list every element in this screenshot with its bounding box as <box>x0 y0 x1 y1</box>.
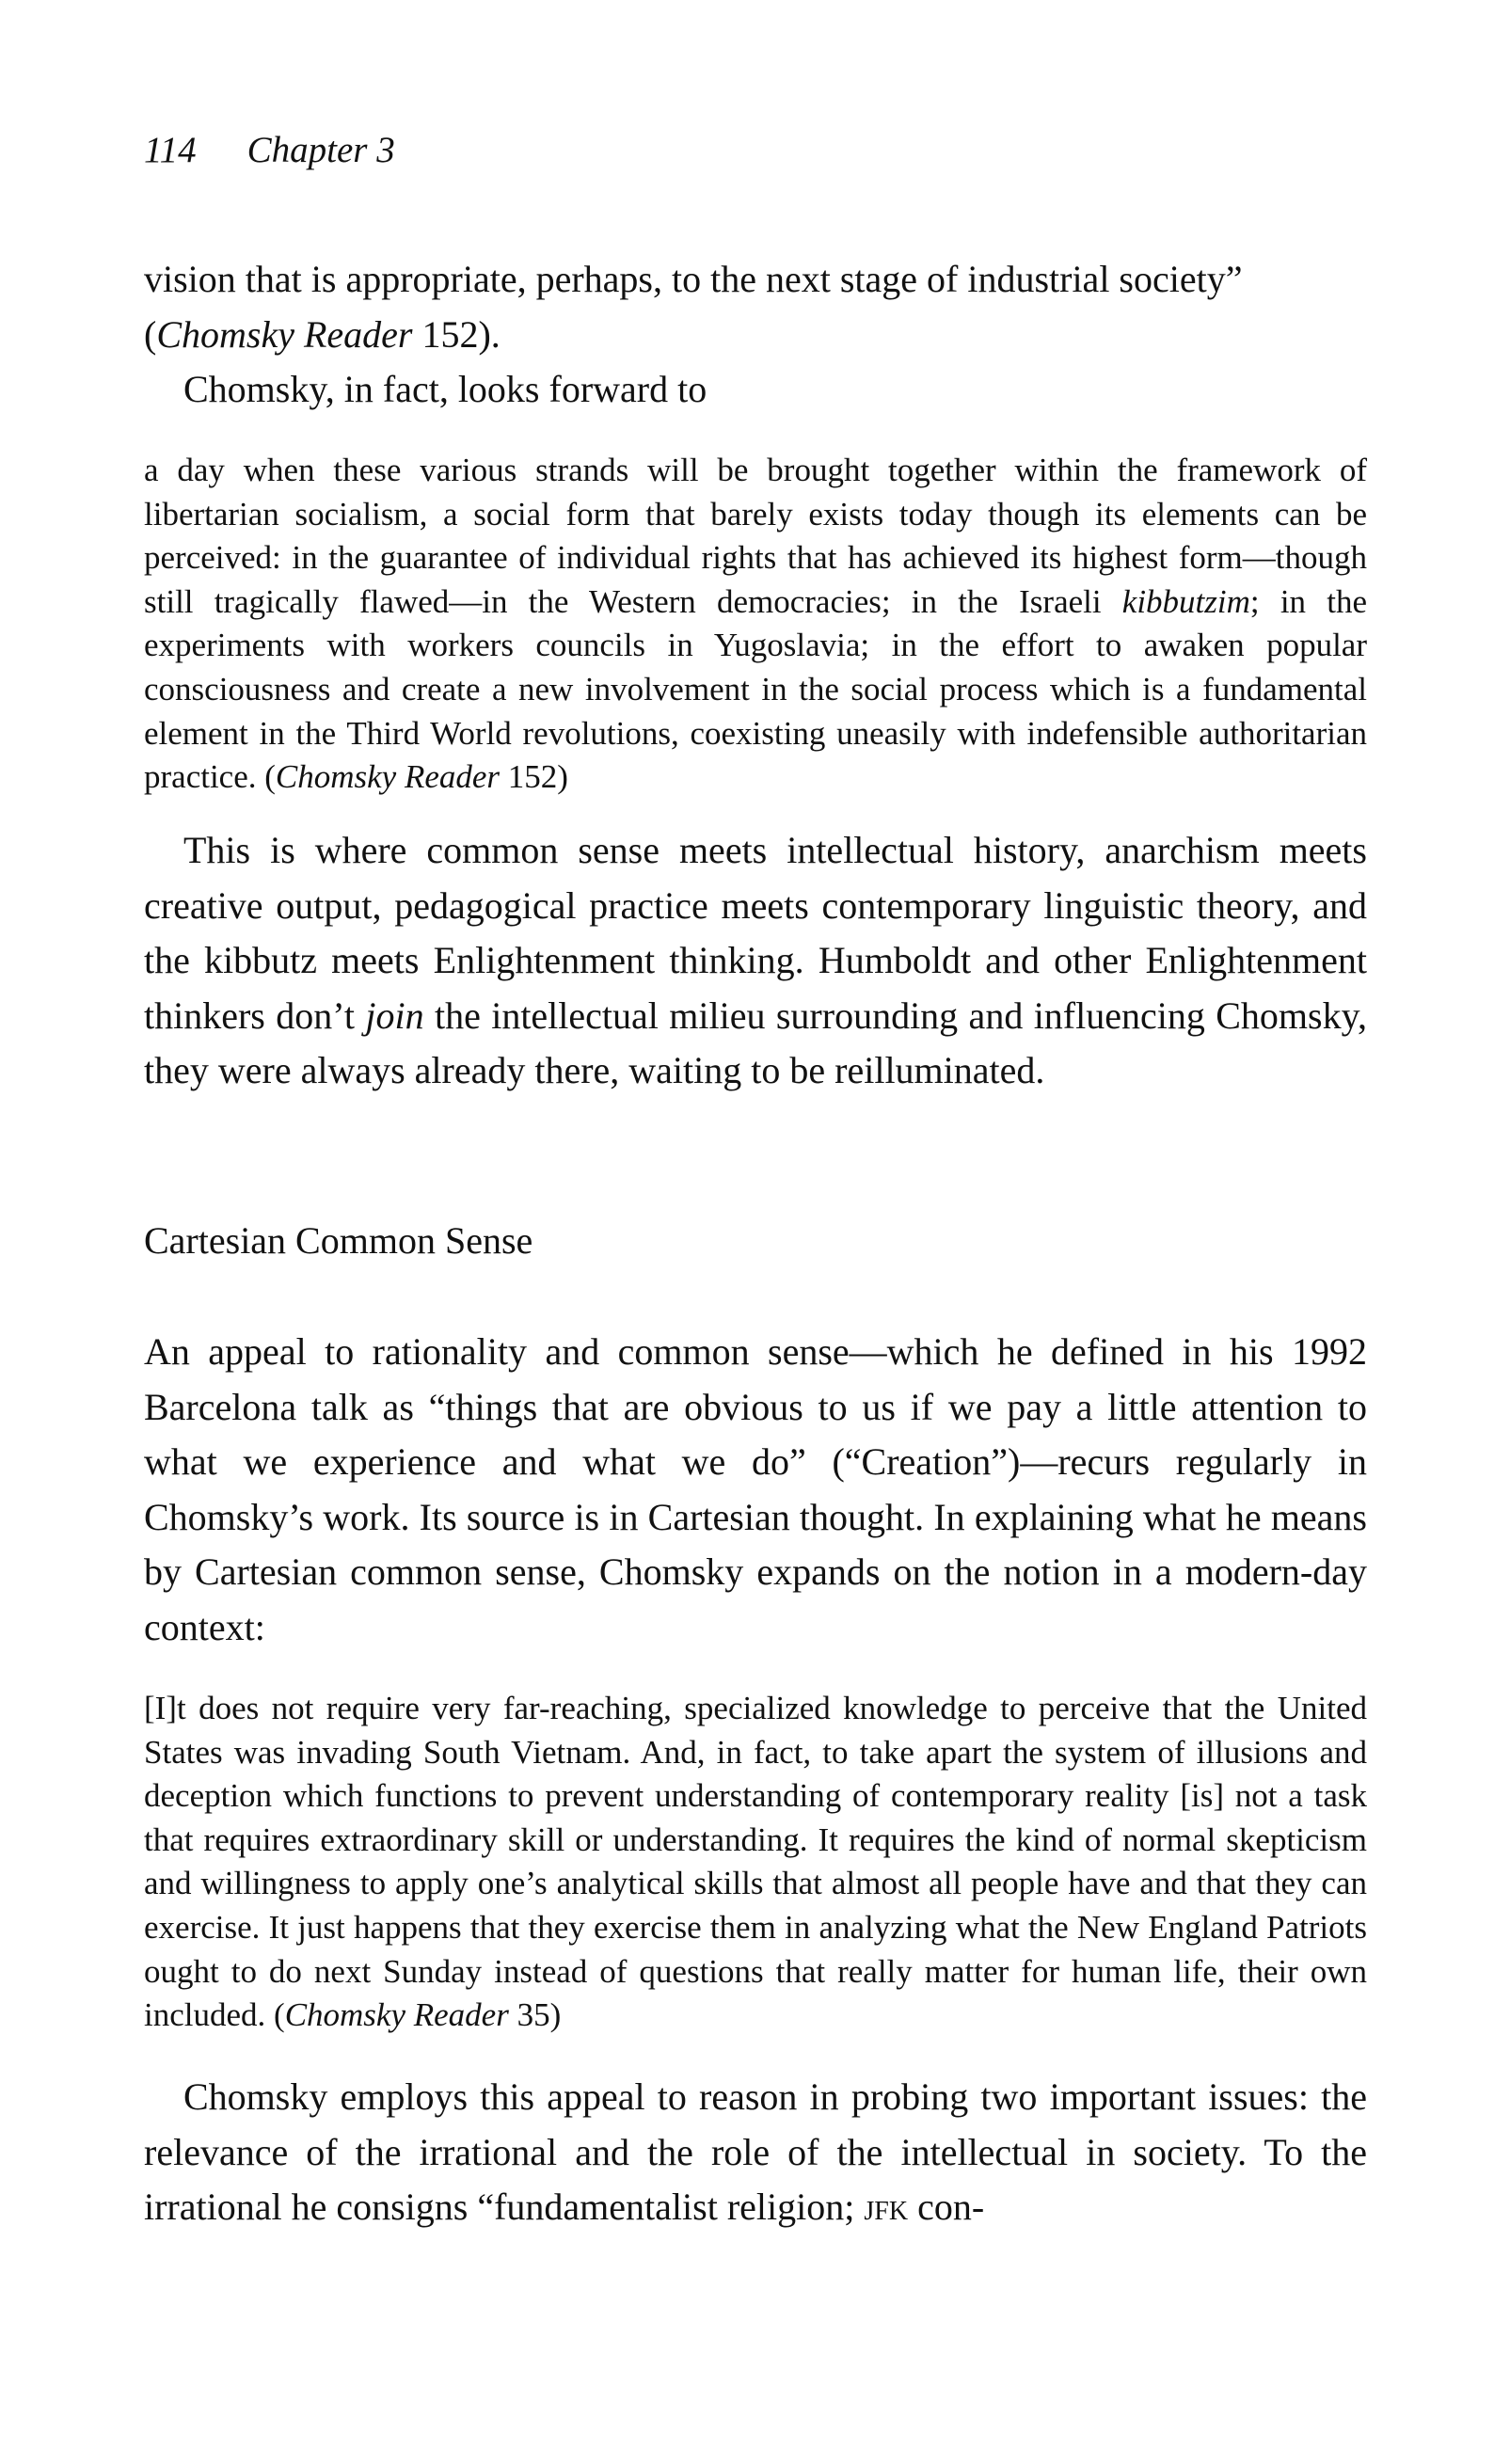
paragraph-text: Chomsky, in fact, looks forward to <box>183 368 707 410</box>
citation-title: Chomsky Reader <box>275 758 501 796</box>
paragraph <box>144 1325 1367 1655</box>
citation-page: 152). <box>412 312 501 356</box>
small-caps-abbreviation: jfk <box>864 2186 909 2228</box>
citation-title: Chomsky Reader <box>156 312 413 356</box>
paragraph <box>144 2070 1367 2235</box>
page-number: 114 <box>144 130 197 170</box>
quote-text: ; in the experiments with workers councils in Yugoslavia; in the effort to awaken popular consciousness and create a new involvement in the social process which is a fundamental element in the Third World revolutions, coexisting uneasily with indefensible authoritarian practice. ( <box>144 582 1367 796</box>
paragraph-text: con- <box>908 2186 985 2228</box>
italic-emphasis: join <box>365 994 424 1037</box>
block-quote <box>144 449 1367 800</box>
citation-title: Chomsky Reader <box>284 1996 509 2034</box>
chapter-title: Chapter 3 <box>246 130 395 170</box>
citation-page: 35) <box>508 1996 562 2034</box>
paragraph-text: the intellectual milieu surrounding and influencing Chomsky, they were always already there, waiting to be reilluminated. <box>144 994 1368 1091</box>
paragraph-text: This is where common sense meets intellectual history, anarchism meets creative output, pedagogical practice meets contemporary linguistic theory, and the kibbutz meets Enlightenment thinking. Humboldt and other Enlightenment thinkers don’t <box>144 829 1367 1037</box>
block-quote <box>144 1687 1367 2038</box>
paragraph-continuation: vision that is appropriate, perhaps, to the next stage of industrial society” (Chomsky Reader 152). <box>144 258 1243 356</box>
paragraph-text: Chomsky employs this appeal to reason in probing two important issues: the relevance of the irrational and the role of the intellectual in society. To the irrational he consigns “fundamentalist religion; <box>144 2075 1367 2228</box>
quote-text: [I]t does not require very far-reaching, specialized knowledge to perceive that the United States was invading South Vietnam. And, in fact, to take apart the system of illusions and deception which functions to prevent understanding of contemporary reality [is] not a task that requires extraordinary skill or understanding. It requires the kind of normal skepticism and willingness to apply one’s analytical skills that almost all people have and that they can exercise. It just happens that they exercise them in analyzing what the New England Patriots ought to do next Sunday instead of questions that really matter for human life, their own included. ( <box>144 1690 1367 2034</box>
paragraph <box>144 823 1367 1099</box>
paragraph-text: An appeal to rationality and common sense—which he defined in his 1992 Barcelona talk as “things that are obvious to us if we pay a little attention to what we experience and what we do” (“Creation”)—recurs regularly in Chomsky’s work. Its source is in Cartesian thought. In explaining what he means by Cartesian common sense, Chomsky expands on the notion in a modern-day context: <box>144 1330 1367 1648</box>
paragraph-text: vision that is appropriate, perhaps, to the next stage of industrial society” <box>144 258 1243 300</box>
citation-page: 152) <box>500 758 568 796</box>
quote-text: a day when these various strands will be brought together within the framework of libertarian socialism, a social form that barely exists today though its elements can be perceived: in the guarantee of individual rights that has achieved its highest form—though still tragically flawed—in the Western democracies; in the Israeli <box>144 452 1367 620</box>
paragraph-intro <box>144 362 1367 418</box>
running-head <box>144 132 395 168</box>
section-heading: Cartesian Common Sense <box>144 1219 533 1262</box>
quote-italic-term: kibbutzim <box>1121 582 1250 620</box>
